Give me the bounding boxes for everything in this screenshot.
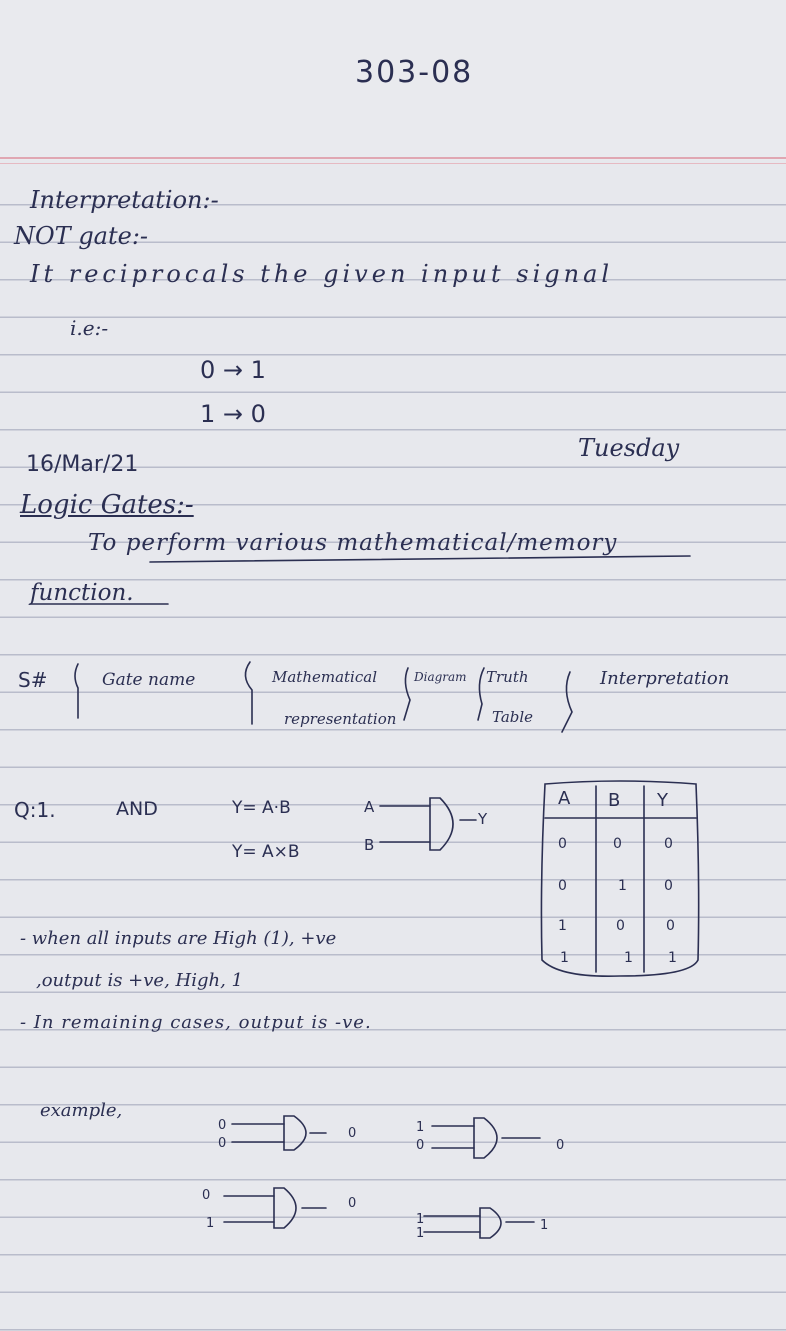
ex1-in2: 0 (218, 1136, 227, 1151)
interpretation-heading: Interpretation:- (30, 186, 219, 214)
ex3-in2: 1 (206, 1216, 215, 1231)
header-brace (562, 672, 572, 732)
example-label: example, (40, 1100, 123, 1121)
tt-cell: 0 (613, 836, 622, 852)
definition-line-2: function. (30, 580, 134, 606)
tt-cell: 0 (666, 918, 675, 934)
header-brace (75, 664, 78, 718)
col-diagram: Diagram (414, 670, 467, 684)
example-gate-inputs (424, 1216, 480, 1232)
definition-underline (150, 556, 690, 562)
col-truth-1: Truth (486, 668, 529, 686)
tt-header-b: B (608, 790, 621, 811)
header-brace (245, 662, 252, 724)
col-math-1: Mathematical (272, 668, 377, 686)
example-gate-4 (480, 1208, 501, 1238)
ex2-in1: 1 (416, 1120, 425, 1135)
truth-table-frame (541, 781, 698, 976)
ex4-in1: 1 (416, 1212, 425, 1227)
example-gate-2 (474, 1118, 497, 1158)
header-brace (478, 668, 484, 720)
note-line-1: - when all inputs are High (1), +ve (20, 928, 337, 949)
example-gate-inputs (432, 1126, 474, 1148)
mapping-one-to-zero: 1 → 0 (200, 400, 266, 428)
col-serial: S# (18, 668, 48, 692)
mapping-zero-to-one: 0 → 1 (200, 356, 266, 384)
q1-equation-dot: Y= A·B (232, 798, 291, 818)
entry-date: 16/Mar/21 (26, 452, 139, 477)
tt-cell: 0 (558, 878, 567, 894)
tt-cell: 0 (616, 918, 625, 934)
q1-label: Q:1. (14, 798, 56, 822)
col-interpretation: Interpretation (600, 668, 730, 689)
entry-day: Tuesday (578, 434, 680, 462)
tt-cell: 0 (664, 878, 673, 894)
and-output-label: Y (478, 810, 488, 828)
tt-cell: 1 (624, 950, 633, 966)
col-math-2: representation (284, 710, 397, 728)
example-gate-inputs (224, 1196, 274, 1222)
header-brace (404, 668, 410, 720)
note-line-2: ,output is +ve, High, 1 (36, 970, 243, 991)
note-line-3: - In remaining cases, output is -ve. (20, 1012, 372, 1033)
definition-line-1: To perform various mathematical/memory (88, 530, 618, 556)
ex1-out: 0 (348, 1126, 357, 1141)
q1-equation-cross: Y= A×B (232, 842, 300, 862)
logic-gates-title: Logic Gates:- (20, 490, 194, 520)
and-gate-symbol (430, 798, 453, 850)
and-input-b-label: B (364, 836, 375, 854)
ie-label: i.e:- (70, 316, 109, 340)
tt-header-y: Y (657, 790, 668, 811)
col-truth-2: Table (492, 708, 534, 726)
col-gate-name: Gate name (102, 670, 196, 690)
tt-cell: 0 (558, 836, 567, 852)
example-gate-3 (274, 1188, 296, 1228)
tt-cell: 1 (668, 950, 677, 966)
example-gate-1 (284, 1116, 306, 1150)
example-gate-inputs (232, 1124, 284, 1142)
ex2-in2: 0 (416, 1138, 425, 1153)
tt-cell: 1 (560, 950, 569, 966)
interpretation-line: It reciprocals the given input signal (30, 260, 614, 288)
ex4-in2: 1 (416, 1226, 425, 1241)
tt-header-a: A (558, 788, 571, 809)
ex2-out: 0 (556, 1138, 565, 1153)
tt-cell: 0 (664, 836, 673, 852)
page-number: 303-08 (355, 55, 474, 90)
tt-cell: 1 (618, 878, 627, 894)
q1-gate-name: AND (116, 798, 158, 820)
ex3-out: 0 (348, 1196, 357, 1211)
not-gate-heading: NOT gate:- (14, 222, 149, 250)
and-input-a-label: A (364, 798, 375, 816)
ex3-in1: 0 (202, 1188, 211, 1203)
tt-cell: 1 (558, 918, 567, 934)
ex4-out: 1 (540, 1218, 549, 1233)
ex1-in1: 0 (218, 1118, 227, 1133)
